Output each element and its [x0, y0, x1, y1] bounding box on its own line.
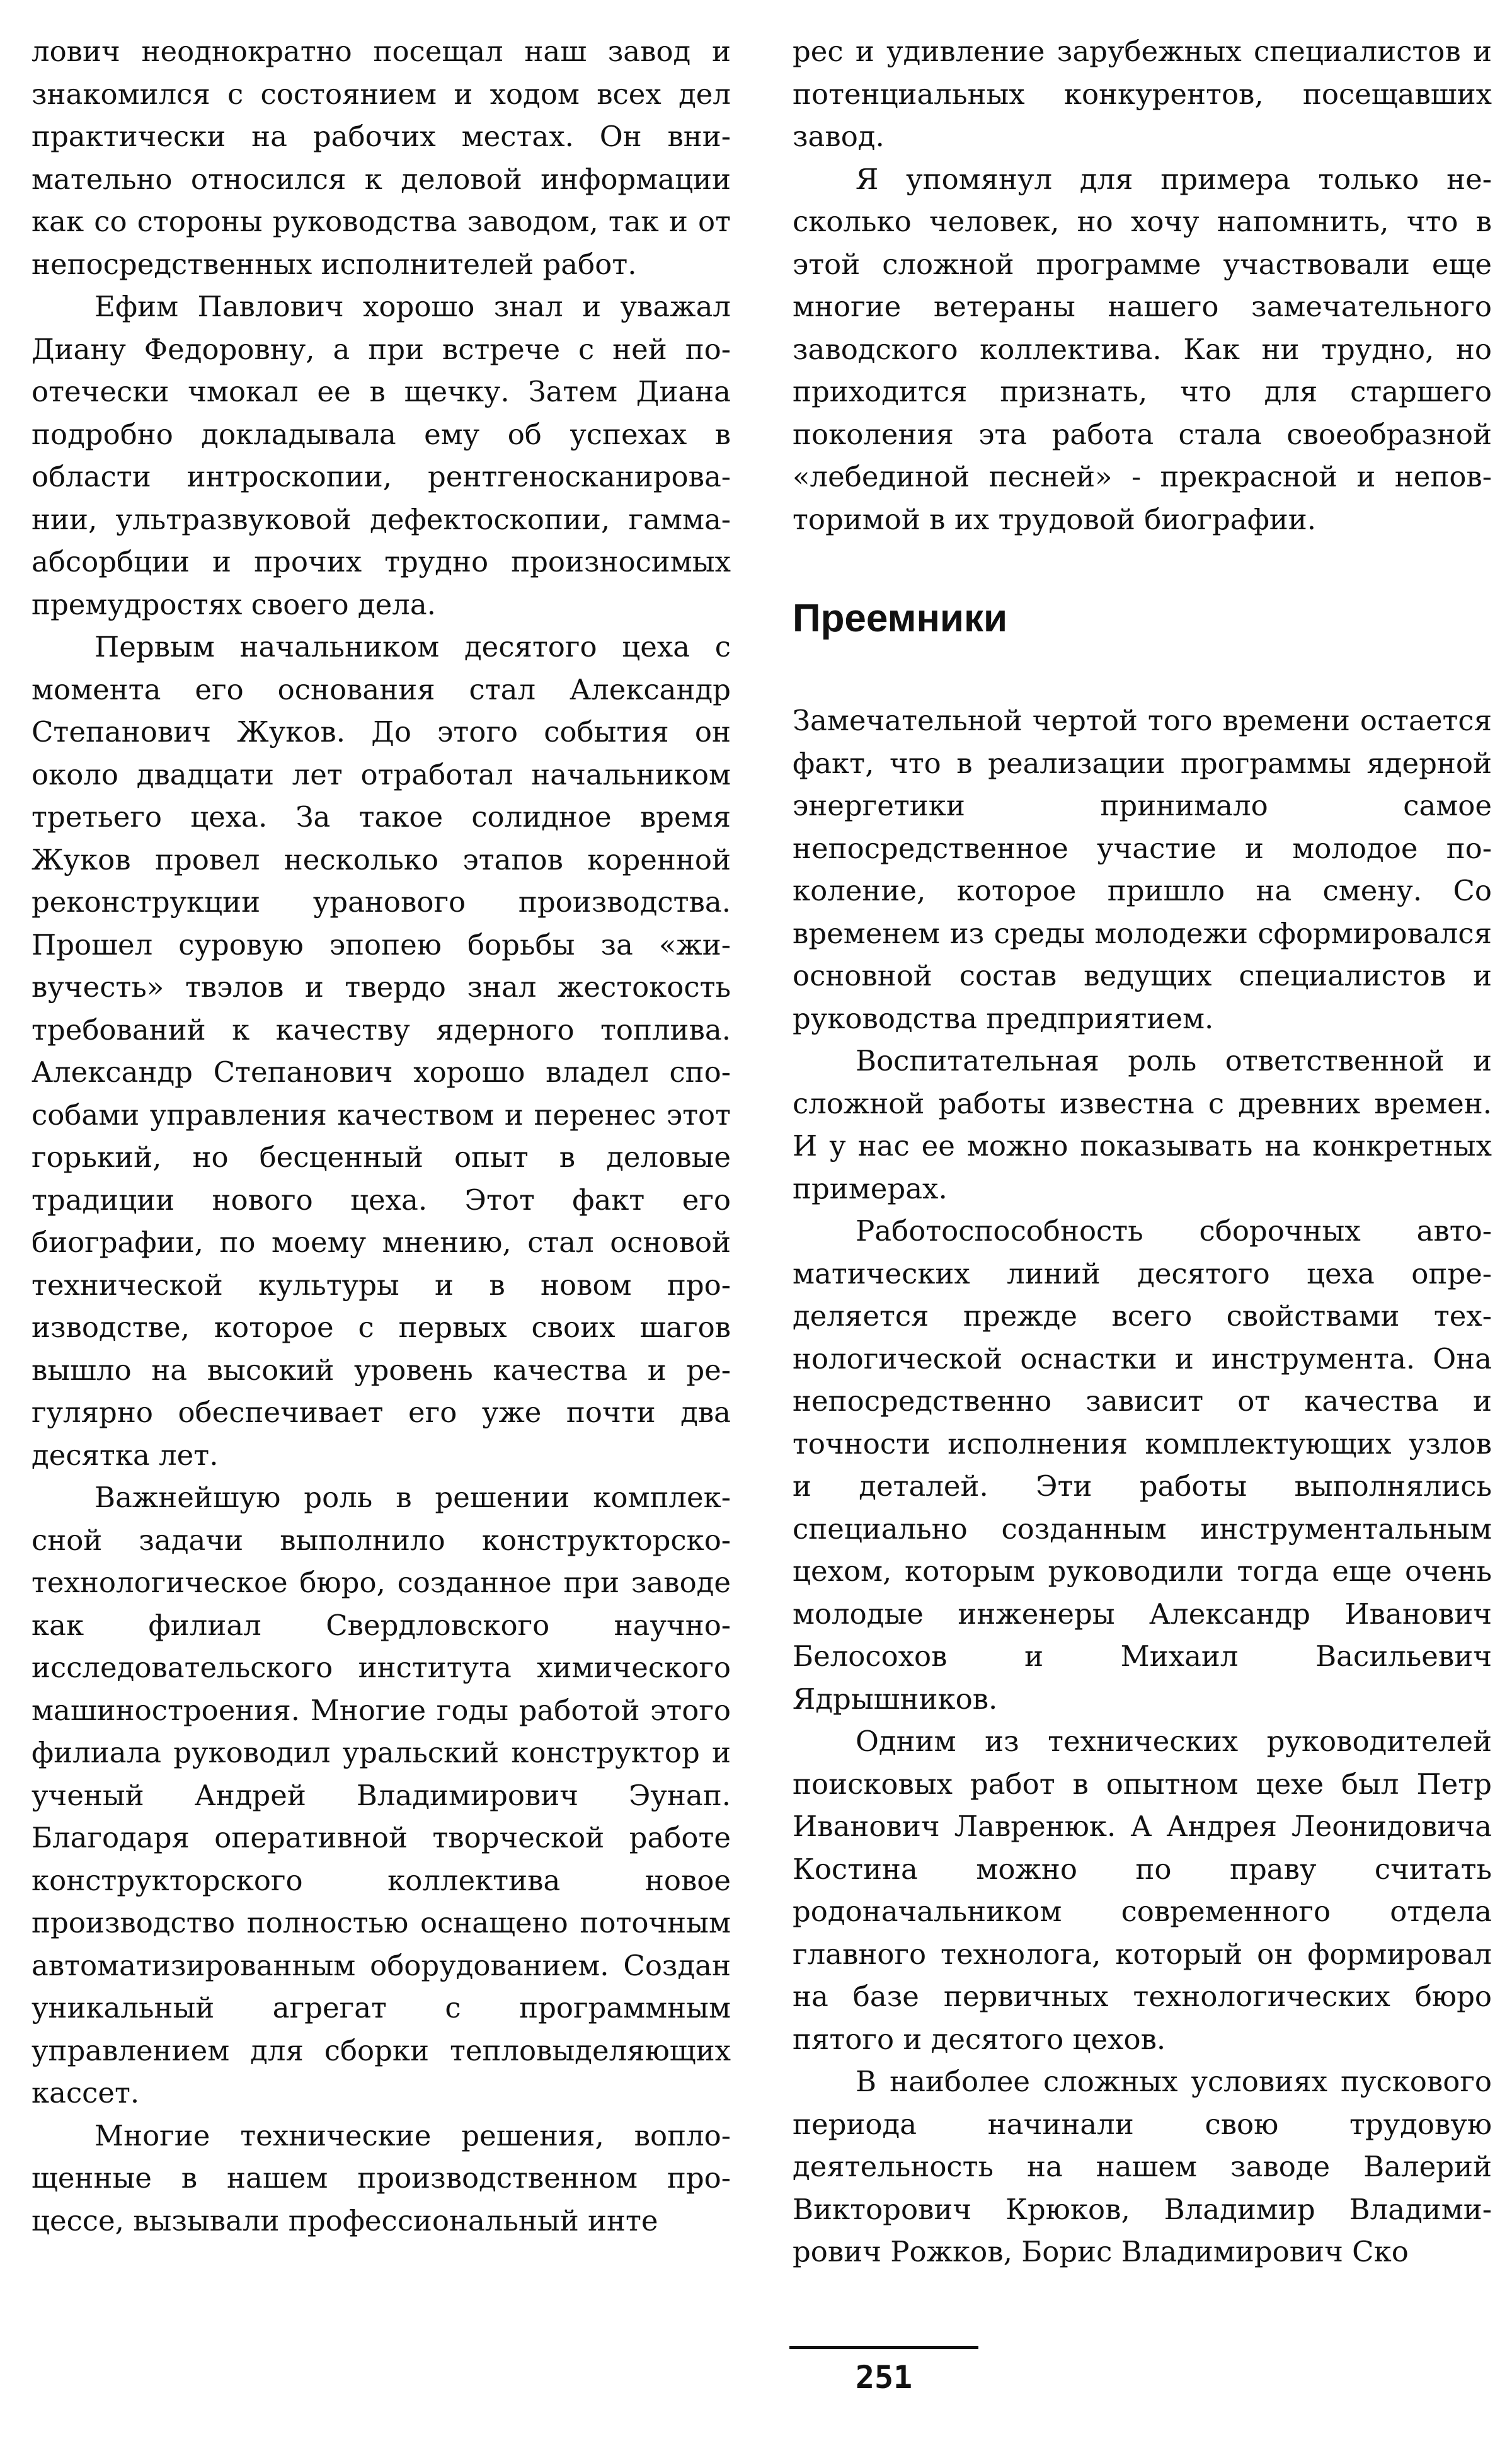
paragraph: Многие технические решения, воплощенные в нашем производственном процессе, вызывали профессиональный инте: [32, 2118, 731, 2237]
paragraph: лович неоднократно посещал наш завод и знакомился с состоянием и ходом всех дел практически на рабочих местах. Он внимательно относился к деловой информации как со стороны руководства заводом, так и от непосредственных исполнителей работ.: [32, 35, 731, 281]
paragraph: Я упомянул для примера только несколько человек, но хочу напомнить, что в этой сложной программе участвовали еще многие ветераны нашего замечательного заводского коллектива. Как ни трудно, но приходится признать, что для старшего поколения эта работа стала своеобразной «лебединой песней» - прекрасной и неповторимой в их трудовой биографии.: [793, 162, 1492, 536]
paragraph: Одним из технических руководителей поисковых работ в опытном цехе был Петр Иванович Лавренюк. А Андрея Леонидовича Костина можно по праву считать родоначальником современного отдела главного технолога, который он формировал на базе первичных технологических бюро пятого и десятого цехов.: [793, 1725, 1492, 2056]
paragraph: Ефим Павлович хорошо знал и уважал Диану Федоровну, а при встрече с ней поотечески чмокал ее в щечку. Затем Диана подробно докладывала ему об успехах в области интроскопии, рентгеносканировании, ультразвуковой дефектоскопии, гамма-абсорбции и прочих трудно произносимых премудростях своего дела.: [32, 290, 731, 621]
paragraph: В наиболее сложных условиях пускового периода начинали свою трудовую деятельность на нашем заводе Валерий Викторович Крюков, Владимир Владимирович Рожков, Борис Владимирович Ско: [793, 2065, 1492, 2268]
paragraph: Воспитательная роль ответственной и сложной работы известна с древних времен. И у нас ее можно показывать на конкретных примерах.: [793, 1044, 1492, 1205]
paragraph: Первым начальником десятого цеха с момента его основания стал Александр Степанович Жуков. До этого события он около двадцати лет отработал начальником третьего цеха. За такое солидное время Жуков провел несколько этапов коренной реконструкции уранового производства. Прошел суровую эпопею борьбы за «живучесть» твэлов и твердо знал жестокость требований к качеству ядерного топлива. Александр Степанович хорошо владел способами управления качеством и перенес этот горький, но бесценный опыт в деловые традиции нового цеха. Этот факт его биографии, по моему мнению, стал основой технической культуры и в новом производстве, которое с первых своих шагов вышло на высокий уровень качества и регулярно обеспечивает его уже почти два десятка лет.: [32, 630, 731, 1472]
paragraph: Замечательной чертой того времени остается факт, что в реализации программы ядерной энергетики принимало самое непосредственное участие и молодое поколение, которое пришло на смену. Со временем из среды молодежи сформировался основной состав ведущих специалистов и руководства предприятием.: [793, 704, 1492, 1035]
page-number-rule: [789, 2346, 978, 2349]
paragraph: Важнейшую роль в решении комплексной задачи выполнило конструкторско-технологическое бюро, созданное при заводе как филиал Свердловского научно-исследовательского института химического машиностроения. Многие годы работой этого филиала руководил уральский конструктор и ученый Андрей Владимирович Эунап. Благодаря оперативной творческой работе конструкторского коллектива новое производство полностью оснащено поточным автоматизированным оборудованием. Создан уникальный агрегат с программным управлением для сборки тепловыделяющих кассет.: [32, 1481, 731, 2110]
section-heading: Преемники: [793, 597, 1008, 640]
paragraph: Работоспособность сборочных автоматических линий десятого цеха определяется прежде всего свойствами технологической оснастки и инструмента. Она непосредственно зависит от качества и точности исполнения комплектующих узлов и деталей. Эти работы выполнялись специально созданным инструментальным цехом, которым руководили тогда еще очень молодые инженеры Александр Иванович Белосохов и Михаил Васильевич Ядрышников.: [793, 1214, 1492, 1716]
left-column: [32, 30, 731, 2242]
page-number: 251: [855, 2359, 913, 2396]
right-column: [793, 30, 1492, 2273]
paragraph: рес и удивление зарубежных специалистов и потенциальных конкурентов, посещавших завод.: [793, 35, 1492, 153]
